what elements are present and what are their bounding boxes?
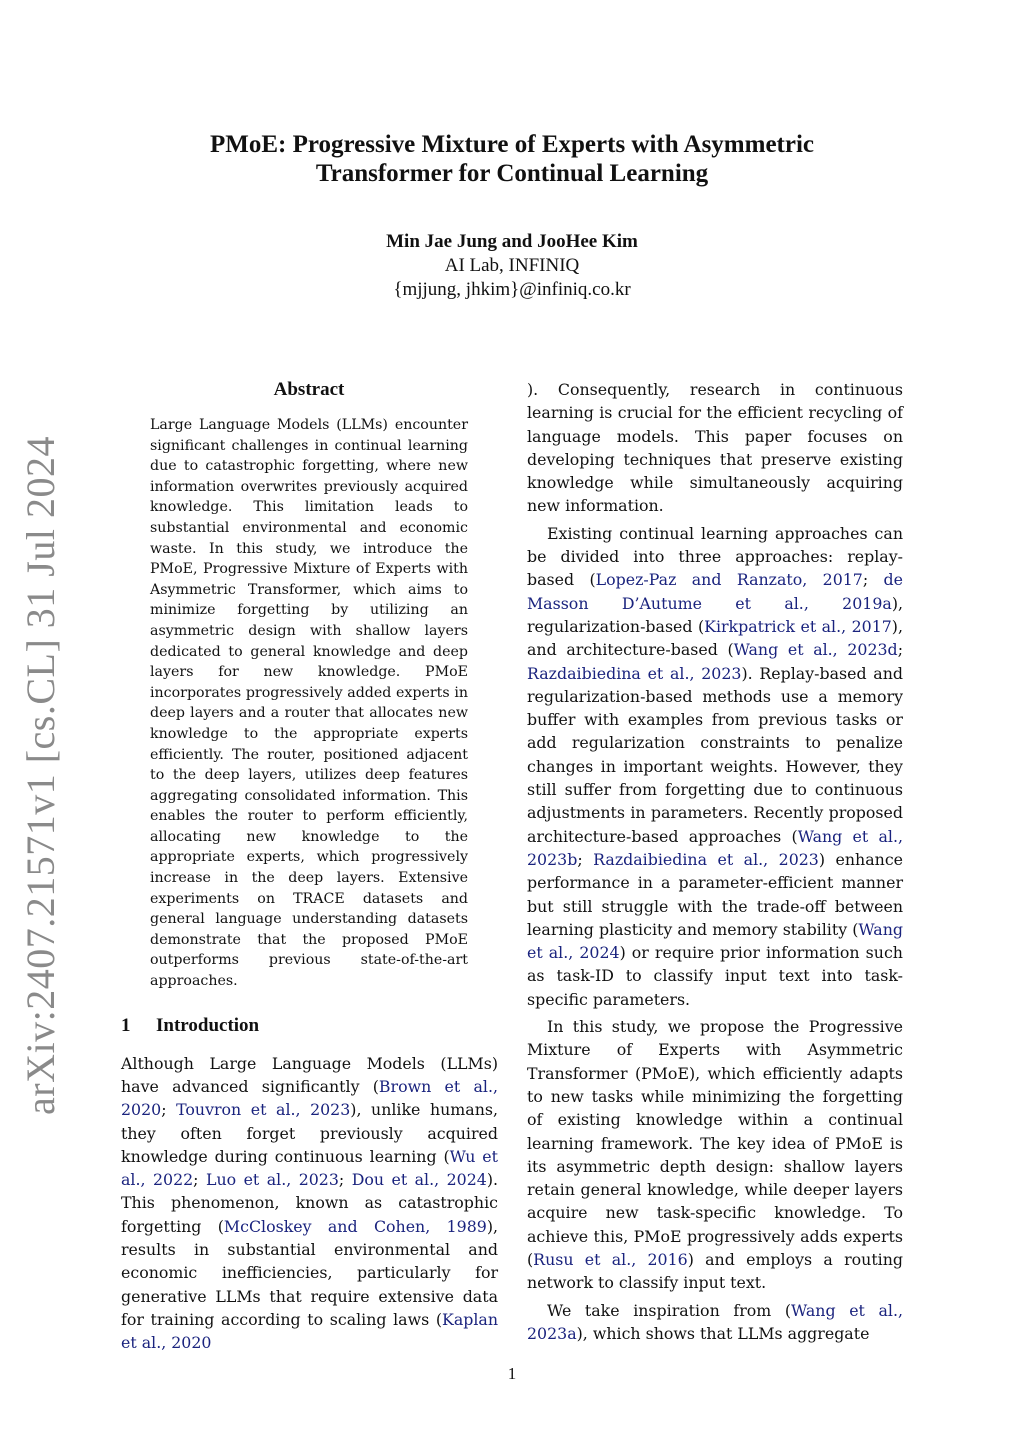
text-run: Existing continual learning approaches can be divided into three approaches: replay-based (: [527, 523, 903, 590]
title-line-1: PMoE: Progressive Mixture of Experts with Asymmetric: [209, 131, 815, 158]
text-run: Although Large Language Models (LLMs) have advanced significantly (: [121, 1053, 498, 1096]
citation-link[interactable]: de Masson D’Autume et al., 2019a: [527, 570, 903, 613]
text-run: ). This phenomenon, known as catastrophic forgetting (: [121, 1170, 498, 1236]
section-title: Introduction: [156, 1014, 260, 1036]
citation-link[interactable]: Lopez-Paz and Ranzato, 2017: [595, 570, 863, 590]
citation-link[interactable]: Touvron et al., 2023: [176, 1100, 351, 1120]
citation-link[interactable]: Wang et al., 2024: [527, 919, 903, 963]
intro-paragraph-1-end: [527, 378, 903, 518]
text-run: ;: [897, 640, 904, 660]
citation-link[interactable]: Rusu et al., 2016: [533, 1249, 688, 1269]
right-column: [527, 378, 903, 1345]
text-run: ), and architecture-based (: [527, 616, 903, 660]
citation-link[interactable]: Brown et al., 2020: [121, 1076, 498, 1120]
introduction-heading: [121, 1014, 498, 1038]
section-number: 1: [121, 1014, 131, 1036]
intro-paragraph-3: [527, 1015, 903, 1295]
abstract-section: [150, 378, 468, 992]
arxiv-identifier: arXiv:2407.21571v1 [cs.CL] 31 Jul 2024: [17, 435, 63, 1115]
abstract-heading: Abstract: [273, 379, 345, 400]
left-column: [121, 378, 498, 1354]
text-run: ) enhance performance in a parameter-efficient manner but still struggle with the trade-off between learning plasticity and memory stability (: [527, 849, 904, 939]
author-block: [0, 230, 1024, 302]
intro-paragraph-1-start: [121, 1052, 498, 1355]
text-run: ;: [161, 1100, 177, 1120]
paper-title: [0, 130, 1024, 188]
text-run: ). Consequently, research in continuous learning is crucial for the efficient recycling of language models. This paper focuses on developing techniques that preserve existing knowledge while simultaneously acquiring new information.: [527, 380, 903, 516]
citation-link[interactable]: Wang et al., 2023b: [527, 826, 903, 869]
title-line-2: Transformer for Continual Learning: [315, 160, 709, 187]
text-run: ), regularization-based (: [527, 593, 903, 636]
text-run: ;: [338, 1170, 352, 1190]
citation-link[interactable]: Dou et al., 2024: [351, 1170, 487, 1190]
text-run: ), unlike humans, they often forget previously acquired knowledge during continuous learning (: [121, 1100, 498, 1166]
citation-link[interactable]: Wang et al., 2023a: [527, 1300, 904, 1343]
text-run: We take inspiration from (: [547, 1300, 792, 1320]
intro-paragraph-2: [527, 522, 903, 1011]
text-run: ). Replay-based and regularization-based methods use a memory buffer with examples from previous tasks or add regularization constraints to penalize changes in important weights. However, they still suffer from forgetting due to continuous adjustments in parameters. Recently proposed architecture-based approaches (: [527, 663, 903, 846]
text-run: ;: [193, 1170, 206, 1190]
text-run: In this study, we propose the Progressive Mixture of Experts with Asymmetric Transformer (PMoE), which efficiently adapts to new tasks while minimizing the forgetting of existing knowledge within a continual learning framework. The key idea of PMoE is its asymmetric depth design: shallow layers retain general knowledge, while deeper layers acquire new task-specific knowledge. To achieve this, PMoE progressively adds experts (: [527, 1017, 903, 1269]
author-email: {mjjung, jhkim}@infiniq.co.kr: [393, 279, 631, 300]
citation-link[interactable]: Kaplan et al., 2020: [121, 1309, 498, 1353]
citation-link[interactable]: Razdaibiedina et al., 2023: [593, 849, 819, 869]
author-names: Min Jae Jung and JooHee Kim: [386, 231, 638, 252]
abstract-text: Large Language Models (LLMs) encounter significant challenges in continual learning due to catastrophic forgetting, where new information overwrites previously acquired knowledge. This limitation leads to substantial environmental and economic waste. In this study, we introduce the PMoE, Progressive Mixture of Experts with Asymmetric Transformer, which aims to minimize forgetting by utilizing an asymmetric design with shallow layers dedicated to general knowledge and deep layers for new knowledge. PMoE incorporates progressively added experts in deep layers and a router that allocates new knowledge to the appropriate experts efficiently. The router, positioned adjacent to the deep layers, utilizes deep features aggregating consolidated information. This enables the router to perform efficiently, allocating new knowledge to the appropriate experts, which progressively increase in the deep layers. Extensive experiments on TRACE datasets and general language understanding datasets demonstrate that the proposed PMoE outperforms previous state-of-the-art approaches.: [150, 417, 468, 990]
citation-link[interactable]: Kirkpatrick et al., 2017: [704, 616, 892, 636]
citation-link[interactable]: Wang et al., 2023d: [733, 640, 898, 660]
text-run: ) or require prior information such as task-ID to classify input text into task-specific parameters.: [527, 943, 903, 1009]
text-run: ;: [862, 570, 884, 590]
page-number: 1: [507, 1364, 517, 1383]
text-run: ), which shows that LLMs aggregate: [576, 1323, 870, 1343]
citation-link[interactable]: Wu et al., 2022: [121, 1146, 498, 1190]
text-run: ) and employs a routing network to classify input text.: [527, 1249, 904, 1293]
citation-link[interactable]: McCloskey and Cohen, 1989: [223, 1216, 487, 1236]
intro-paragraph-4: [527, 1299, 903, 1346]
citation-link[interactable]: Luo et al., 2023: [205, 1170, 339, 1190]
citation-link[interactable]: Razdaibiedina et al., 2023: [527, 663, 742, 683]
text-run: ), results in substantial environmental and economic inefficiencies, particularly for generative LLMs that require extensive data for training according to scaling laws (: [121, 1216, 498, 1329]
text-run: ;: [577, 849, 594, 869]
arxiv-side-stamp: [0, 435, 80, 1115]
author-affiliation: AI Lab, INFINIQ: [444, 255, 580, 276]
